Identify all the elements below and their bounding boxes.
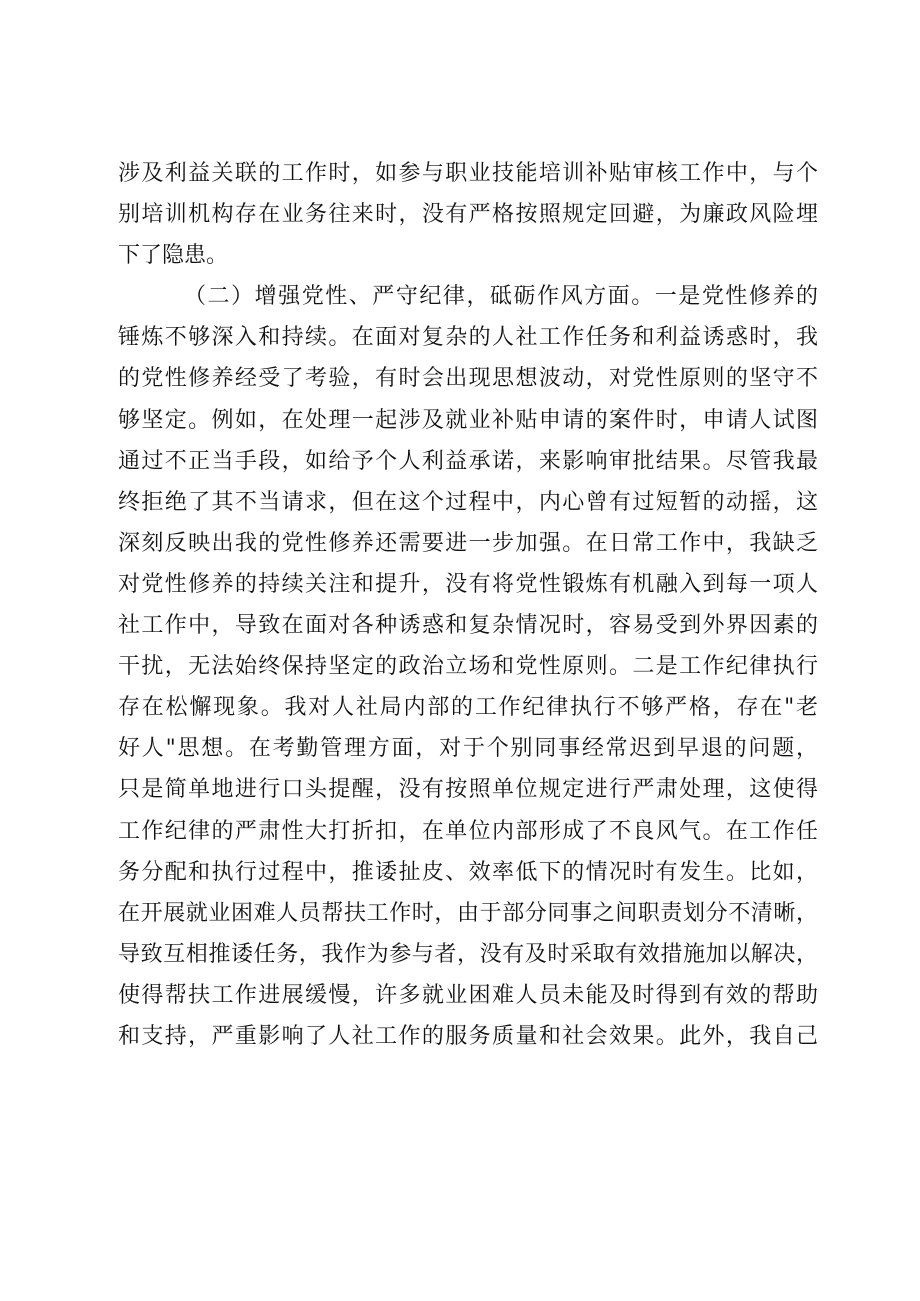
- text-line: 深刻反映出我的党性修养还需要进一步加强。在日常工作中，我缺乏: [118, 530, 818, 556]
- text-line: 在开展就业困难人员帮扶工作时，由于部分同事之间职责划分不清晰，: [118, 900, 818, 926]
- text-line: 对党性修养的持续关注和提升，没有将党性锻炼有机融入到每一项人: [118, 571, 818, 597]
- text-line: 工作纪律的严肃性大打折扣，在单位内部形成了不良风气。在工作任: [118, 818, 818, 844]
- section-heading-line: （二）增强党性、严守纪律，砥砺作风方面。一是党性修养的: [184, 284, 818, 310]
- text-line: 涉及利益关联的工作时，如参与职业技能培训补贴审核工作中，与个: [118, 161, 818, 186]
- text-line: 使得帮扶工作进展缓慢，许多就业困难人员未能及时得到有效的帮助: [118, 982, 818, 1008]
- text-line: 锤炼不够深入和持续。在面对复杂的人社工作任务和利益诱惑时，我: [118, 325, 818, 351]
- text-line: 通过不正当手段，如给予个人利益承诺，来影响审批结果。尽管我最: [118, 448, 818, 474]
- text-line: 下了隐患。: [118, 243, 229, 269]
- text-line: 社工作中，导致在面对各种诱惑和复杂情况时，容易受到外界因素的: [118, 613, 818, 639]
- text-line: 够坚定。例如，在处理一起涉及就业补贴申请的案件时，申请人试图: [118, 407, 818, 433]
- text-line: 别培训机构存在业务往来时，没有严格按照规定回避，为廉政风险埋: [118, 202, 818, 228]
- body-text: [118, 153, 818, 1057]
- text-line: 和支持，严重影响了人社工作的服务质量和社会效果。此外，我自己: [118, 1023, 818, 1049]
- text-line: 导致互相推诿任务，我作为参与者，没有及时采取有效措施加以解决，: [118, 941, 818, 967]
- text-line: 只是简单地进行口头提醒，没有按照单位规定进行严肃处理，这使得: [118, 777, 818, 803]
- text-line: 存在松懈现象。我对人社局内部的工作纪律执行不够严格，存在"老: [118, 695, 818, 721]
- text-line: 终拒绝了其不当请求，但在这个过程中，内心曾有过短暂的动摇，这: [118, 489, 818, 515]
- text-line: 干扰，无法始终保持坚定的政治立场和党性原则。二是工作纪律执行: [118, 654, 818, 680]
- text-line: 务分配和执行过程中，推诿扯皮、效率低下的情况时有发生。比如，: [118, 859, 818, 885]
- text-line: 的党性修养经受了考验，有时会出现思想波动，对党性原则的坚守不: [118, 366, 818, 392]
- text-line: 好人"思想。在考勤管理方面，对于个别同事经常迟到早退的问题，: [118, 736, 818, 762]
